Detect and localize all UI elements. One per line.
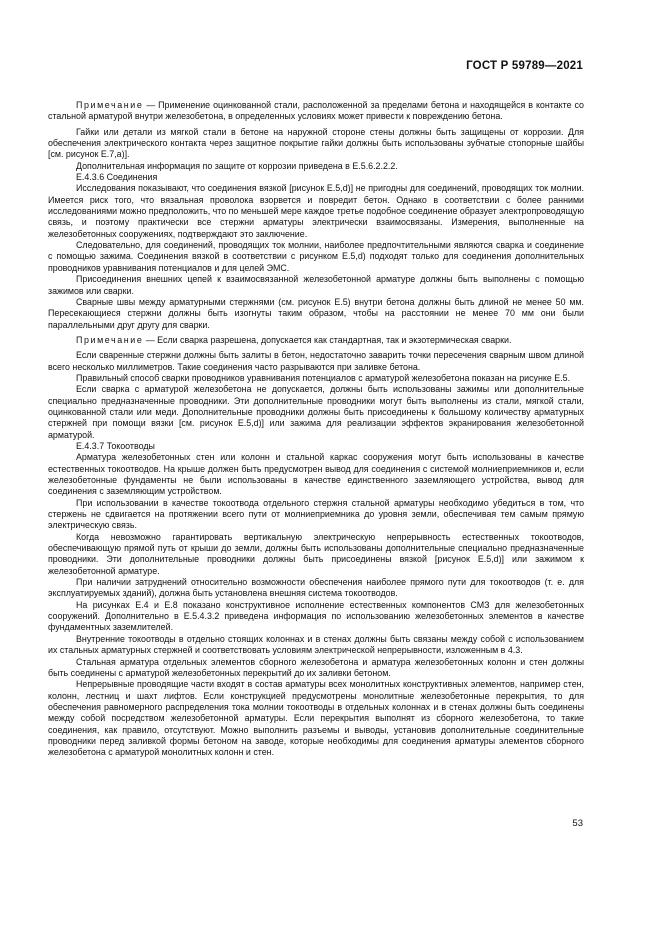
paragraph: При наличии затруднений относительно возможности обеспечения наиболее прямого пути для токоотводов (т. е. для эксплуатируемых зданий), должна быть установлена внешняя система токоотводов. — [48, 577, 584, 599]
paragraph: Исследования показывают, что соединения вязкой [рисунок Е.5,d)] не пригодны для соединений, проводящих ток молнии. Имеется риск того, что вязальная проволока взорвется и повредит бетон. Однако в соответствии с более ранними исследованиями можно предположить, что по меньшей мере каждое третье подобное соединение образует электропроводящую связь, и поэтому практически все стержни арматуры электрически взаимосвязаны. Измерения, выполненные на железобетонных сооружениях, подтверждают это заключение. — [48, 183, 585, 239]
paragraph: Внутренние токоотводы в отдельно стоящих колоннах и в стенах должны быть связаны между собой с использованием их стальных арматурных стержней и соответствовать условиям электрической непрерывности, изложенным в 4.3. — [48, 633, 584, 656]
paragraph: Дополнительная информация по защите от коррозии приведена в Е.5.6.2.2.2. — [76, 160, 398, 171]
paragraph: Арматура железобетонных стен или колонн и стальной каркас сооружения могут быть использованы в качестве естественных токоотводов. На крыше должен быть предусмотрен вывод для соединения с системой молниеприемников и, если железобетонные фундаменты не были использованы в качестве единственного заземляющего устройства, вывод для соединения с заземляющим устройством. — [48, 452, 584, 497]
paragraph: Стальная арматура отдельных элементов сборного железобетона и арматура железобетонных колонн и стен должны быть соединены с арматурой железобетонных перекрытий до их заливки бетоном. — [48, 656, 584, 678]
paragraph: Правильный способ сварки проводников уравнивания потенциалов с арматурой железобетона показан на рисунке Е.5. — [76, 372, 571, 383]
paragraph: При использовании в качестве токоотвода отдельного стержня стальной арматуры необходимо убедиться в том, что стержень не сдвигается на протяжении всего пути от молниеприемника до уровня земли, обеспечивая тем самым прямую электрическую связь. — [48, 497, 584, 531]
page-number: 53 — [572, 818, 583, 829]
paragraph: Следовательно, для соединений, проводящих ток молнии, наиболее предпочтительными являются сварка и соединение с помощью зажима. Соединения вязкой в соответствии с рисунком Е.5,d) подходят только для соединения дополнительных проводников уравнивания потенциалов и для целей ЭМС. — [48, 240, 584, 273]
note-paragraph: Примечание — Применение оцинкованной стали, расположенной за пределами бетона и находящейся в контакте со стальной арматурой внутри железобетона, в определенных условиях может привести к повреждению бетона. — [48, 100, 584, 122]
paragraph: На рисунках Е.4 и Е.8 показано конструктивное исполнение естественных компонентов СМЗ для железобетонных сооружений. Дополнительно в Е.5.4.3.2 приведена информация по использованию железобетонных элементов в качестве фундаментных заземлителей. — [48, 599, 584, 633]
section-heading: Е.4.3.7 Токоотводы — [76, 440, 155, 451]
paragraph: Если сварка с арматурой железобетона не допускается, должны быть использованы зажимы или дополнительные специально предназначенные проводники. Эти дополнительные проводники могут быть выполнены из стали, мягкой стали, оцинкованной стали или меди. Дополнительные проводники должны быть присоединены к большому количеству арматурных стержней при помощи вязки [см. рисунок Е.5,d)] или зажима для реализации эффектов экранирования железобетонной арматурой. — [48, 384, 584, 440]
paragraph: Если сваренные стержни должны быть залиты в бетон, недостаточно заварить точки пересечения сварным швом длиной всего несколько миллиметров. Такие соединения часто разрываются при заливке бетона. — [48, 350, 584, 372]
paragraph: Гайки или детали из мягкой стали в бетоне на наружной стороне стены должны быть защищены от коррозии. Для обеспечения электрического контакта через защитное покрытие гайки должны быть использованы зубчатые стопорные шайбы [см. рисунок Е.7,а)]. — [48, 126, 584, 160]
note-label: Примечание — [76, 334, 144, 345]
note-paragraph: Примечание — Если сварка разрешена, допускается как стандартная, так и экзотермическая сварки. — [76, 334, 512, 345]
document-body — [48, 96, 584, 759]
paragraph: Присоединения внешних цепей к взаимосвязанной железобетонной арматуре должны быть выполнены с помощью зажимов или сварки. — [48, 274, 584, 296]
section-heading: Е.4.3.6 Соединения — [76, 172, 158, 183]
paragraph: Непрерывные проводящие части входят в состав арматуры всех монолитных конструктивных элементов, например стен, колонн, лестниц и шахт лифтов. Если конструкцией предусмотрены монолитные железобетонные перекрытия, то для обеспечения равномерного распределения тока молнии токоотводы в отдельных колоннах и в стенах должны быть соединены между собой посредством железобетонной арматуры. Если перекрытия выполнят из сборного железобетона, то такие соединения, как правило, отсутствуют. Можно выполнить разъемы и выводы, установив дополнительные соединительные проводники перед заливкой формы бетоном на заводе, которые необходимы для соединения арматуры элементов сборного железобетона с арматурой монолитных колонн и стен. — [48, 679, 584, 758]
note-label: Примечание — [76, 100, 144, 110]
document-header: ГОСТ Р 59789—2021 — [466, 60, 583, 72]
paragraph: Когда невозможно гарантировать вертикальную электрическую непрерывность естественных токоотводов, обеспечивающую прямой путь от крыши до земли, должны быть использованы дополнительные специально предназначенные проводники. Эти дополнительные проводники должны быть присоединены вязкой [рисунок Е.5,d)] или зажимом к железобетонной арматуре. — [48, 531, 584, 576]
paragraph: Сварные швы между арматурными стержнями (см. рисунок Е.5) внутри бетона должны быть длиной не менее 50 мм. Пересекающиеся стержни должны быть изогнуты таким образом, чтобы на расстоянии не менее 70 мм они были параллельными друг другу для сварки. — [48, 296, 584, 330]
